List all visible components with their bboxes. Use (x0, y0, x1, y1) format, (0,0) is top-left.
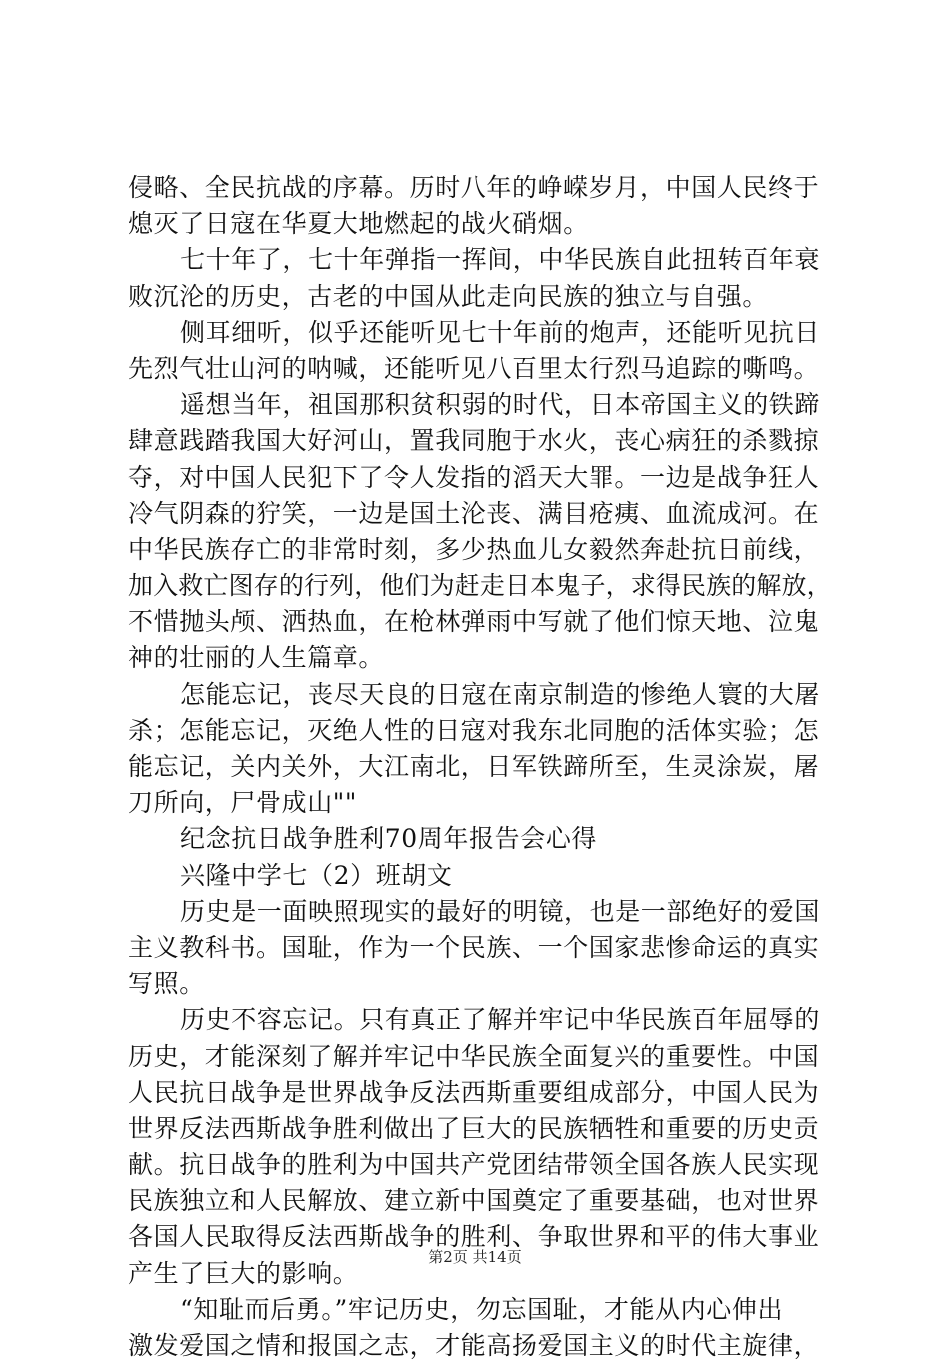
text-line: 冷气阴森的狞笑，一边是国土沦丧、满目疮痍、血流成河。在 (128, 498, 820, 528)
text-line: 刀所向，尸骨成山"" (128, 788, 357, 818)
text-line: 各国人民取得反法西斯战争的胜利、争取世界和平的伟大事业 (128, 1222, 820, 1252)
text-line: 献。抗日战争的胜利为中国共产党团结带领全国各族人民实现 (128, 1150, 820, 1180)
text-line: 败沉沦的历史，古老的中国从此走向民族的独立与自强。 (128, 281, 769, 311)
text-line: 肆意践踏我国大好河山，置我同胞于水火，丧心病狂的杀戮掠 (128, 426, 820, 456)
text-line: 历史，才能深刻了解并牢记中华民族全面复兴的重要性。中国 (128, 1041, 820, 1071)
text-line: 侧耳细听，似乎还能听见七十年前的炮声，还能听见抗日 (180, 317, 821, 347)
text-line: 兴隆中学七（2）班胡文 (180, 860, 453, 890)
text-line: 遥想当年，祖国那积贫积弱的时代，日本帝国主义的铁蹄 (180, 390, 821, 420)
text-line: 侵略、全民抗战的序幕。历时八年的峥嵘岁月，中国人民终于 (128, 173, 820, 202)
text-line: 民族独立和人民解放、建立新中国奠定了重要基础，也对世界 (128, 1186, 820, 1216)
document-body (128, 170, 832, 1364)
text-line: 夺，对中国人民犯下了令人发指的滔天大罪。一边是战争狂人 (128, 462, 820, 492)
text-line: 中华民族存亡的非常时刻，多少热血儿女毅然奔赴抗日前线， (128, 534, 820, 564)
text-line: 怎能忘记，丧尽天良的日寇在南京制造的惨绝人寰的大屠 (180, 679, 821, 709)
text-line: 能忘记，关内关外，大江南北，日军铁蹄所至，生灵涂炭，屠 (128, 752, 820, 781)
text-line: 人民抗日战争是世界战争反法西斯重要组成部分，中国人民为 (128, 1077, 820, 1107)
text-line: 主义教科书。国耻，作为一个民族、一个国家悲惨命运的真实 (128, 932, 820, 962)
page-footer: 第2页 共14页 (428, 1248, 522, 1266)
text-line: 熄灭了日寇在华夏大地燃起的战火硝烟。 (128, 209, 589, 239)
text-line: 七十年了，七十年弹指一挥间，中华民族自此扭转百年衰 (180, 245, 821, 275)
text-line: 加入救亡图存的行列，他们为赶走日本鬼子，求得民族的解放， (128, 571, 832, 601)
text-line: “知耻而后勇。”牢记历史，勿忘国耻，才能从内心伸出 (180, 1294, 784, 1324)
text-line: 神的壮丽的人生篇章。 (128, 643, 385, 673)
text-line: 产生了巨大的影响。 (128, 1258, 359, 1288)
text-line: 写照。 (128, 969, 205, 999)
text-line: 历史不容忘记。只有真正了解并牢记中华民族百年屈辱的 (180, 1005, 821, 1035)
text-line: 不惜抛头颅、洒热血，在枪林弹雨中写就了他们惊天地、泣鬼 (128, 607, 820, 637)
text-line: 纪念抗日战争胜利70周年报告会心得 (180, 824, 598, 854)
text-line: 世界反法西斯战争胜利做出了巨大的民族牺牲和重要的历史贡 (128, 1113, 820, 1143)
text-line: 杀；怎能忘记，灭绝人性的日寇对我东北同胞的活体实验；怎 (128, 715, 820, 745)
text-line: 历史是一面映照现实的最好的明镜，也是一部绝好的爱国 (180, 896, 821, 926)
text-line: 先烈气壮山河的呐喊，还能听见八百里太行烈马追踪的嘶鸣。 (128, 353, 820, 383)
text-line: 激发爱国之情和报国之志，才能高扬爱国主义的时代主旋律， (128, 1331, 820, 1360)
